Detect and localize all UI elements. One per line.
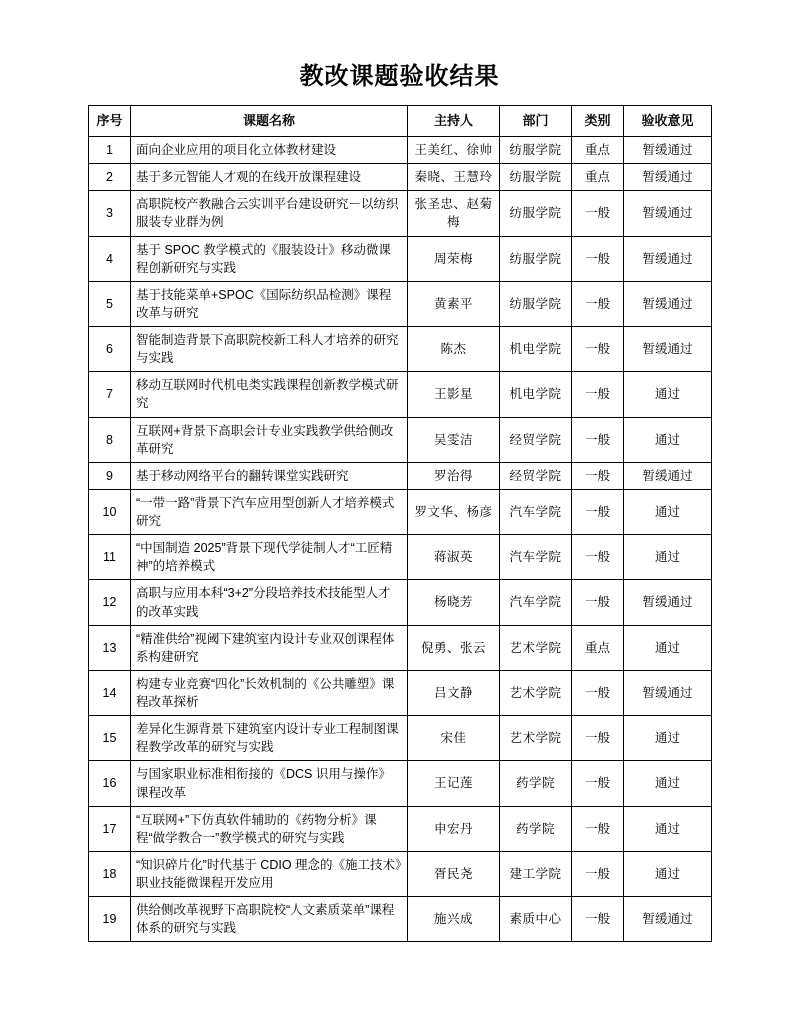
cell-no: 5 [89, 281, 131, 326]
page-title: 教改课题验收结果 [299, 64, 500, 90]
cell-host: 王影星 [408, 372, 500, 417]
cell-result: 通过 [624, 489, 712, 534]
column-header-no: 序号 [89, 106, 131, 137]
cell-result: 通过 [624, 761, 712, 806]
table-row [89, 716, 712, 761]
cell-dept: 经贸学院 [500, 417, 572, 462]
cell-result: 暂缓通过 [624, 897, 712, 942]
table-row [89, 417, 712, 462]
cell-dept: 汽车学院 [500, 580, 572, 625]
cell-category: 一般 [572, 462, 624, 489]
table-row [89, 191, 712, 236]
cell-no: 6 [89, 327, 131, 372]
cell-name: 移动互联网时代机电类实践课程创新教学模式研究 [131, 372, 408, 417]
cell-no: 7 [89, 372, 131, 417]
table-row [89, 806, 712, 851]
cell-dept: 机电学院 [500, 327, 572, 372]
cell-name: 高职院校产教融合云实训平台建设研究－以纺织服装专业群为例 [131, 191, 408, 236]
cell-dept: 药学院 [500, 806, 572, 851]
cell-no: 13 [89, 625, 131, 670]
cell-no: 15 [89, 716, 131, 761]
cell-no: 4 [89, 236, 131, 281]
table-body [89, 137, 712, 942]
cell-no: 16 [89, 761, 131, 806]
table-row [89, 851, 712, 896]
table-row [89, 761, 712, 806]
cell-result: 暂缓通过 [624, 164, 712, 191]
cell-host: 周荣梅 [408, 236, 500, 281]
cell-name: 供给侧改革视野下高职院校“人文素质菜单”课程体系的研究与实践 [131, 897, 408, 942]
cell-host: 黄素平 [408, 281, 500, 326]
cell-category: 一般 [572, 806, 624, 851]
cell-dept: 纺服学院 [500, 137, 572, 164]
cell-category: 重点 [572, 164, 624, 191]
cell-host: 罗文华、杨彦 [408, 489, 500, 534]
cell-name: “知识碎片化”时代基于 CDIO 理念的《施工技术》职业技能微课程开发应用 [131, 851, 408, 896]
cell-category: 重点 [572, 137, 624, 164]
table-row [89, 670, 712, 715]
cell-no: 3 [89, 191, 131, 236]
cell-host: 施兴成 [408, 897, 500, 942]
cell-no: 12 [89, 580, 131, 625]
table-header-row [89, 106, 712, 137]
cell-category: 一般 [572, 372, 624, 417]
table-row [89, 281, 712, 326]
cell-host: 倪勇、张云 [408, 625, 500, 670]
cell-dept: 艺术学院 [500, 670, 572, 715]
cell-category: 重点 [572, 625, 624, 670]
column-header-name: 课题名称 [131, 106, 408, 137]
table-row [89, 462, 712, 489]
cell-dept: 汽车学院 [500, 535, 572, 580]
cell-host: 申宏丹 [408, 806, 500, 851]
cell-category: 一般 [572, 236, 624, 281]
cell-category: 一般 [572, 580, 624, 625]
cell-name: 面向企业应用的项目化立体教材建设 [131, 137, 408, 164]
cell-name: 智能制造背景下高职院校新工科人才培养的研究与实践 [131, 327, 408, 372]
cell-category: 一般 [572, 761, 624, 806]
cell-result: 暂缓通过 [624, 137, 712, 164]
cell-category: 一般 [572, 716, 624, 761]
cell-no: 10 [89, 489, 131, 534]
cell-no: 1 [89, 137, 131, 164]
cell-result: 暂缓通过 [624, 191, 712, 236]
cell-dept: 药学院 [500, 761, 572, 806]
cell-dept: 艺术学院 [500, 625, 572, 670]
cell-host: 胥民尧 [408, 851, 500, 896]
project-acceptance-table [88, 105, 712, 942]
cell-dept: 素质中心 [500, 897, 572, 942]
cell-name: “精准供给”视阈下建筑室内设计专业双创课程体系构建研究 [131, 625, 408, 670]
table-row [89, 372, 712, 417]
table-row [89, 327, 712, 372]
cell-result: 暂缓通过 [624, 580, 712, 625]
cell-name: 差异化生源背景下建筑室内设计专业工程制图课程教学改革的研究与实践 [131, 716, 408, 761]
cell-host: 秦晓、王慧玲 [408, 164, 500, 191]
table-row [89, 137, 712, 164]
table-row [89, 625, 712, 670]
cell-host: 王记莲 [408, 761, 500, 806]
cell-name: “互联网+”下仿真软件辅助的《药物分析》课程“做学教合一”教学模式的研究与实践 [131, 806, 408, 851]
cell-host: 蒋淑英 [408, 535, 500, 580]
cell-result: 通过 [624, 625, 712, 670]
table-row [89, 535, 712, 580]
cell-category: 一般 [572, 670, 624, 715]
cell-no: 14 [89, 670, 131, 715]
cell-category: 一般 [572, 851, 624, 896]
cell-result: 暂缓通过 [624, 670, 712, 715]
cell-result: 通过 [624, 716, 712, 761]
cell-result: 通过 [624, 372, 712, 417]
cell-result: 通过 [624, 851, 712, 896]
cell-no: 17 [89, 806, 131, 851]
cell-result: 通过 [624, 535, 712, 580]
cell-name: 基于多元智能人才观的在线开放课程建设 [131, 164, 408, 191]
cell-result: 暂缓通过 [624, 281, 712, 326]
cell-name: 互联网+背景下高职会计专业实践教学供给侧改革研究 [131, 417, 408, 462]
cell-name: 基于技能菜单+SPOC《国际纺织品检测》课程改革与研究 [131, 281, 408, 326]
cell-dept: 纺服学院 [500, 191, 572, 236]
table-row [89, 489, 712, 534]
table-row [89, 897, 712, 942]
cell-host: 吕文静 [408, 670, 500, 715]
cell-host: 宋佳 [408, 716, 500, 761]
cell-no: 9 [89, 462, 131, 489]
cell-name: “一带一路”背景下汽车应用型创新人才培养模式研究 [131, 489, 408, 534]
cell-name: 基于 SPOC 教学模式的《服装设计》移动微课程创新研究与实践 [131, 236, 408, 281]
cell-dept: 纺服学院 [500, 236, 572, 281]
column-header-host: 主持人 [408, 106, 500, 137]
cell-host: 杨晓芳 [408, 580, 500, 625]
cell-name: “中国制造 2025”背景下现代学徒制人才“工匠精神”的培养模式 [131, 535, 408, 580]
table-row [89, 164, 712, 191]
cell-dept: 汽车学院 [500, 489, 572, 534]
table-row [89, 580, 712, 625]
cell-category: 一般 [572, 897, 624, 942]
cell-category: 一般 [572, 281, 624, 326]
cell-category: 一般 [572, 489, 624, 534]
table-row [89, 236, 712, 281]
cell-dept: 纺服学院 [500, 281, 572, 326]
cell-dept: 纺服学院 [500, 164, 572, 191]
cell-no: 19 [89, 897, 131, 942]
cell-category: 一般 [572, 191, 624, 236]
cell-host: 罗治得 [408, 462, 500, 489]
cell-result: 通过 [624, 417, 712, 462]
cell-name: 高职与应用本科“3+2”分段培养技术技能型人才的改革实践 [131, 580, 408, 625]
cell-no: 11 [89, 535, 131, 580]
cell-no: 8 [89, 417, 131, 462]
cell-name: 与国家职业标准相衔接的《DCS 识用与操作》课程改革 [131, 761, 408, 806]
cell-host: 陈杰 [408, 327, 500, 372]
cell-host: 吴雯洁 [408, 417, 500, 462]
cell-category: 一般 [572, 417, 624, 462]
cell-result: 暂缓通过 [624, 236, 712, 281]
cell-no: 18 [89, 851, 131, 896]
cell-result: 暂缓通过 [624, 462, 712, 489]
cell-name: 构建专业竞赛“四化”长效机制的《公共雕塑》课程改革探析 [131, 670, 408, 715]
cell-dept: 建工学院 [500, 851, 572, 896]
cell-dept: 经贸学院 [500, 462, 572, 489]
column-header-result: 验收意见 [624, 106, 712, 137]
cell-result: 通过 [624, 806, 712, 851]
cell-dept: 机电学院 [500, 372, 572, 417]
cell-name: 基于移动网络平台的翻转课堂实践研究 [131, 462, 408, 489]
cell-host: 张圣忠、赵菊梅 [408, 191, 500, 236]
cell-category: 一般 [572, 327, 624, 372]
column-header-category: 类别 [572, 106, 624, 137]
cell-host: 王美红、徐帅 [408, 137, 500, 164]
column-header-dept: 部门 [500, 106, 572, 137]
cell-result: 暂缓通过 [624, 327, 712, 372]
cell-dept: 艺术学院 [500, 716, 572, 761]
cell-no: 2 [89, 164, 131, 191]
cell-category: 一般 [572, 535, 624, 580]
